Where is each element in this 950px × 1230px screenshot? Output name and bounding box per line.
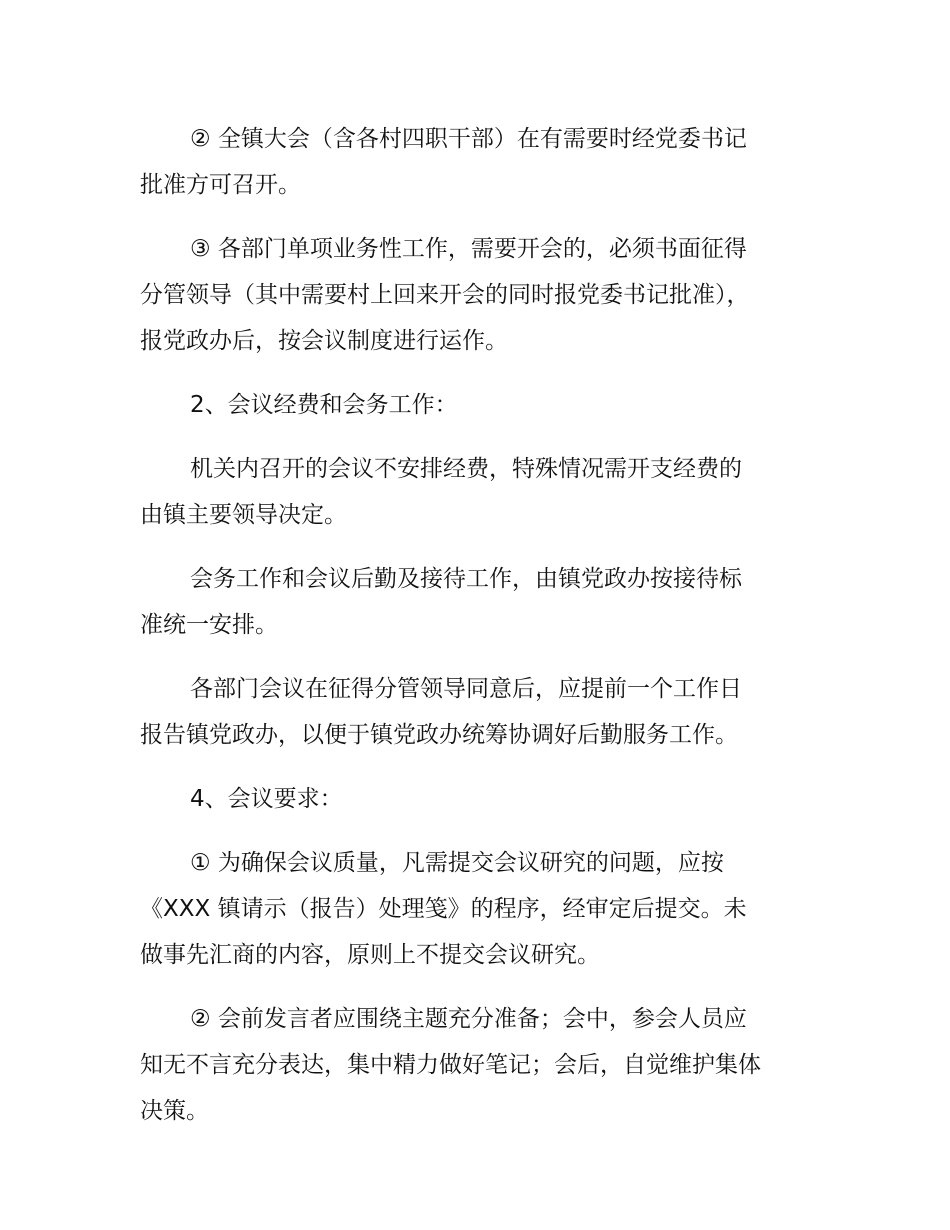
section-heading-requirements xyxy=(140,776,812,822)
heading-line: 2、会议经费和会务工作： xyxy=(190,392,458,418)
text-line: 决策。 xyxy=(140,1098,209,1124)
text-line: ③ 各部门单项业务性工作，需要开会的，必须书面征得 xyxy=(190,236,747,262)
paragraph-conduct xyxy=(140,996,812,1134)
text-line: 报告镇党政办，以便于镇党政办统筹协调好后勤服务工作。 xyxy=(140,722,738,748)
text-line: ② 全镇大会（含各村四职干部）在有需要时经党委书记 xyxy=(190,126,747,152)
text-line: ① 为确保会议质量，凡需提交会议研究的问题，应按 xyxy=(190,850,724,876)
text-line: 知无不言充分表达，集中精力做好笔记；会后，自觉维护集体 xyxy=(140,1052,761,1078)
text-line: 会务工作和会议后勤及接待工作，由镇党政办按接待标 xyxy=(190,566,742,592)
text-line: 由镇主要领导决定。 xyxy=(140,502,347,528)
paragraph-logistics xyxy=(140,556,812,648)
paragraph-department-meeting xyxy=(140,226,812,364)
paragraph-meeting-funds xyxy=(140,446,812,538)
text-line: 做事先汇商的内容，原则上不提交会议研究。 xyxy=(140,942,600,968)
paragraph-full-town-meeting xyxy=(140,116,812,208)
text-line: 分管领导（其中需要村上回来开会的同时报党委书记批准）， xyxy=(140,282,750,308)
text-line: 报党政办后，按会议制度进行运作。 xyxy=(140,328,508,354)
section-heading-funding xyxy=(140,382,812,428)
heading-line: 4、会议要求： xyxy=(190,786,343,812)
text-line: 批准方可召开。 xyxy=(140,172,301,198)
text-line: 机关内召开的会议不安排经费，特殊情况需开支经费的 xyxy=(190,456,742,482)
text-line: 准统一安排。 xyxy=(140,612,278,638)
paragraph-advance-notice xyxy=(140,666,812,758)
text-line: 各部门会议在征得分管领导同意后，应提前一个工作日 xyxy=(190,676,742,702)
paragraph-quality xyxy=(140,840,812,978)
text-line: 《XXX 镇请示（报告）处理笺》的程序，经审定后提交。未 xyxy=(140,896,747,922)
text-line: ② 会前发言者应围绕主题充分准备；会中，参会人员应 xyxy=(190,1006,747,1032)
document-body xyxy=(140,116,812,1152)
